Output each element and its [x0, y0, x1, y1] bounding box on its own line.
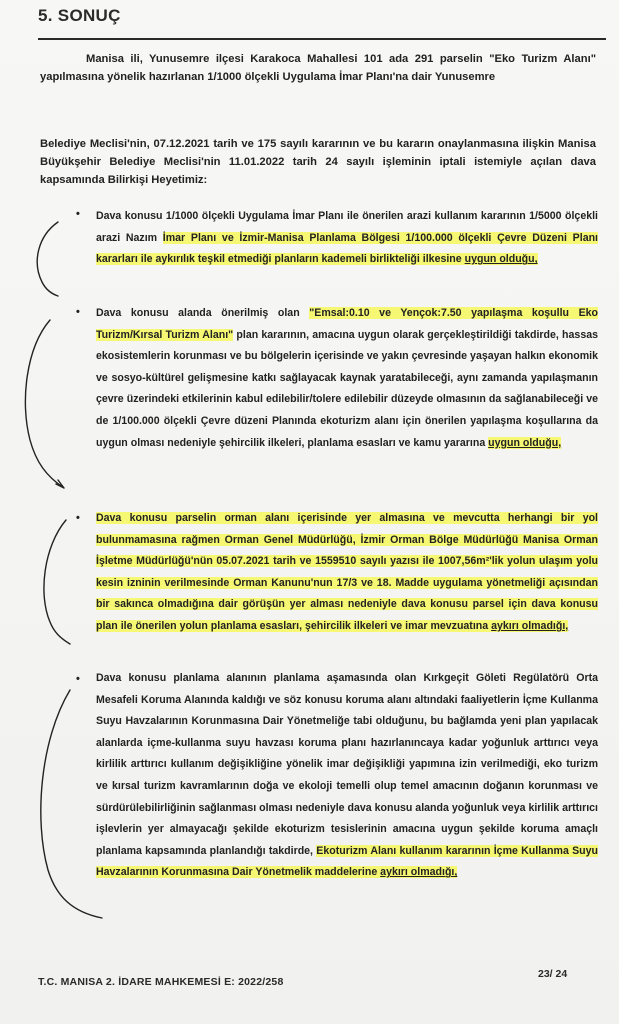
footer-case-number: T.C. MANISA 2. İDARE MAHKEMESİ E: 2022/258 — [38, 976, 284, 988]
bullet-4-text: Dava konusu planlama alanının planlama aşamasında olan Kırkgeçit Göleti Regülatörü Orta Mesafeli Koruma Alanında kaldığı ve söz konusu koruma alanı altındaki faaliyetlerin İçme Kullanma Suyu Havzalarının Korunmasına Dair Yönetmeliğe tabi olduğunu, bu bağlamda yeni plan yapılacak alanlarda içme-kullanma suyu havzası koruma planı hazırlanıncaya kadar yoğunluk arttırıcı veya kirlilik arttırıcı kullanım değişikliğine yönelik imar değişikliği yapımına izin verilmediği, eko turizm ve kırsal turizm kavramlarının doğa ve ekoloji temelli olup temel amacının doğanın korunması ve sürdürülebilirliğinin sağlanması olması nedeniyle dava konusu alanda yoğunluk veya kirlilik arttırıcı işlevlerin yer almayacağı şekilde ekoturizm tesislerinin amacına uygun şekilde koruma amaçlı planlama kapsamında planlandığı takdirde, — [96, 672, 598, 857]
page-number: 23/ 24 — [538, 968, 568, 980]
bullet-1-conclusion: uygun olduğu, — [464, 253, 538, 266]
bullet-3-text: Dava konusu parselin orman alanı içerisinde yer almasına ve mevcutta herhangi bir yol bulunmamasına rağmen Orman Genel Müdürlüğü, İzmir Orman Bölge Müdürlüğü Manisa Orman İşletme Müdürlüğü'nün 05.07.2021 tarih ve 1559510 sayılı yazısı ile 1007,56m²'lik yolun ulaşım yolu kesin izninin verilmesinde Orman Kanunu'nun 17/3 ve 18. Madde uygulama yönetmeliği açısından bir sakınca olmadığına dair görüşün yer alması nedeniyle dava konusu parsel için dava konusu plan ile önerilen yolun planlama esasları, şehircilik ilkeleri ve imar mevzuatına — [96, 512, 598, 632]
bullet-1-highlight: İmar Planı ve İzmir-Manisa Planlama Bölgesi 1/100.000 ölçekli Çevre Düzeni Planı kararları ile aykırılık teşkil etmediği planların kademeli birlikteliği ilkesine — [96, 231, 598, 266]
bullet-marker: • — [76, 673, 80, 685]
bullet-2-text: Dava konusu alanda önerilmiş olan — [96, 307, 310, 319]
bullet-marker: • — [76, 306, 80, 318]
pen-bracket-4 — [41, 690, 102, 918]
bullet-3-conclusion: aykırı olmadığı, — [491, 619, 569, 632]
intro-paragraph-2: Belediye Meclisi'nin, 07.12.2021 tarih ve 175 sayılı kararının ve bu kararın onaylanmasına ilişkin Manisa Büyükşehir Belediye Meclisi'nin 11.01.2022 tarih 24 sayılı işleminin iptali istemiyle açılan dava kapsamında Bilirkişi Heyetimiz: — [40, 138, 596, 186]
section-heading: 5. SONUÇ — [38, 6, 121, 25]
bullet-1-text: Dava konusu 1/1000 ölçekli Uygulama İmar Planı ile önerilen arazi kullanım kararının 1/5000 ölçekli arazi Nazım — [96, 210, 598, 244]
intro-paragraph-1: Manisa ili, Yunusemre ilçesi Karakoca Mahallesi 101 ada 291 parselin "Eko Turizm Alanı" yapılmasına yönelik hazırlanan 1/1000 ölçekli Uygulama İmar Planı'na dair Yunusemre — [40, 53, 596, 83]
bullet-2-highlight: "Emsal:0.10 ve Yençok:7.50 yapılaşma koşullu Eko Turizm/Kırsal Turizm Alanı" — [96, 307, 598, 341]
pen-bracket-3 — [44, 520, 70, 644]
bullet-2-body: plan kararının, amacına uygun olarak gerçekleştirildiği takdirde, hassas ekosistemlerin korunması ve bu bölgelerin içerisinde ve yakın çevresinde yaşayan halkın ekonomik ve sosyo-kültürel gelişmesine katkı sağlayacak kaynak yaratabileceği, aynı zamanda yapılaşmanın çevre üzerindeki etkilerinin kabul edilebilir/tolere edilebilir düzeyde olmasının da sağlanabileceği ve de 1/100.000 ölçekli Çevre düzeni Planında ekoturizm alanı için önerilen yapılaşma koşullarına da uygun olması nedeniyle şehircilik ilkeleri, planlama esasları ve kamu yararına — [96, 328, 598, 449]
bullet-marker: • — [76, 512, 80, 524]
pen-bracket-1 — [37, 222, 58, 296]
pen-bracket-2 — [25, 320, 64, 488]
bullet-2-conclusion: uygun olduğu, — [488, 436, 562, 449]
bullet-4-highlight: Ekoturizm Alanı kullanım kararının İçme Kullanma Suyu Havzalarının Korunmasına Dair Yönetmelik maddelerine — [96, 844, 598, 879]
bullet-marker: • — [76, 208, 80, 220]
bullet-4-conclusion: aykırı olmadığı, — [380, 866, 458, 879]
